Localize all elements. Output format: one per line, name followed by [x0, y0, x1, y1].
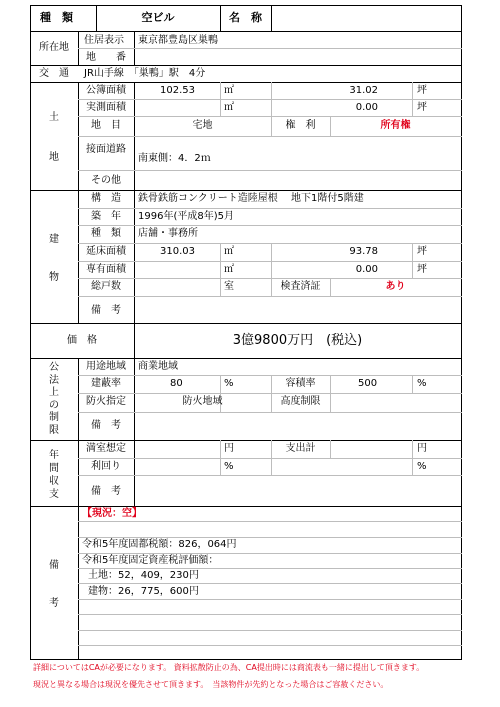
price-value: 3億9800万円 (税込): [232, 333, 363, 348]
lot-label: 地 番: [86, 52, 126, 63]
actual-area-tsubo-unit: 坪: [417, 102, 427, 113]
public-area-label: 公簿面積: [86, 85, 126, 96]
fire-label: 防火指定: [86, 396, 126, 407]
regulations-side-label: 公 法 上 の 制 限: [49, 362, 59, 436]
notes-side-label-2: 考: [49, 598, 59, 609]
building-remarks-label: 備 考: [91, 305, 121, 316]
address-label: 住居表示: [84, 35, 124, 46]
transport-value: JR山手線 「巣鴨」駅 4分: [84, 68, 206, 79]
floor-area-m2: 310.03: [160, 246, 195, 257]
actual-area-tsubo: 0.00: [355, 102, 378, 113]
zoning-label: 用途地域: [86, 361, 126, 372]
land-other-label: その他: [91, 175, 121, 186]
height-label: 高度制限: [280, 396, 321, 407]
land-side-label-2: 地: [49, 152, 59, 163]
footer-line-1: 詳細についてはCAが必要になります。 資料拡散防止の為、CA提出時には商流表も一緒に提出して頂きます。: [33, 663, 425, 672]
full-occupancy-label: 満室想定: [86, 443, 126, 454]
inspection-value: あり: [385, 281, 406, 292]
road-value: 南東側：4．2ｍ: [138, 153, 211, 164]
land-side-label-1: 土: [49, 112, 59, 123]
units-label: 総戸数: [91, 281, 121, 292]
actual-area-label: 実測面積: [86, 102, 126, 113]
public-area-tsubo-unit: 坪: [417, 85, 427, 96]
coverage-value: 80: [170, 378, 183, 389]
notes-line-3: 土地：52，409，230円: [88, 570, 199, 581]
yield-label: 利回り: [91, 461, 121, 472]
notes-status: 【現況：空】: [82, 508, 142, 519]
address-value: 東京都豊島区巣鴨: [138, 35, 218, 46]
income-side-label: 年 間 収 支: [49, 450, 59, 500]
floor-area-label: 延床面積: [86, 246, 126, 257]
rights-value: 所有権: [380, 120, 411, 131]
rights-label: 権 利: [285, 120, 316, 131]
kind-value: 空ビル: [141, 11, 175, 24]
floor-area-tsubo-unit: 坪: [417, 246, 427, 257]
units-unit: 室: [224, 281, 234, 292]
inspection-label: 検査済証: [280, 281, 321, 292]
private-area-label: 専有面積: [86, 264, 126, 275]
private-area-tsubo-unit: 坪: [417, 264, 427, 275]
far-label: 容積率: [285, 378, 316, 389]
floor-area-m2-unit: ㎡: [224, 246, 234, 257]
notes-line-4: 建物：26，775，600円: [88, 586, 199, 597]
notes-side-label-1: 備: [49, 560, 59, 571]
built-label: 築 年: [91, 211, 121, 222]
coverage-percent: %: [224, 378, 234, 389]
fire-value: 防火地域: [182, 396, 223, 407]
building-type-value: 店舗・事務所: [138, 228, 198, 239]
land-category-label: 地 目: [91, 120, 121, 131]
public-area-m2: 102.53: [160, 85, 195, 96]
far-percent: %: [417, 378, 427, 389]
yield-percent: %: [224, 461, 234, 472]
regulations-remarks-label: 備 考: [91, 420, 121, 431]
kind-label: 種 類: [40, 11, 73, 24]
transport-label: 交 通: [39, 68, 69, 79]
floor-area-tsubo: 93.78: [349, 246, 378, 257]
notes-line-1: 令和5年度固都税額：826，064円: [82, 539, 237, 550]
far-value: 500: [358, 378, 378, 389]
expense-yen: 円: [417, 443, 427, 454]
private-area-tsubo: 0.00: [355, 264, 378, 275]
yield-percent-right: %: [417, 461, 427, 472]
price-label: 価 格: [67, 335, 97, 346]
structure-value: 鉄骨鉄筋コンクリート造陸屋根 地下1階付5階建: [138, 193, 364, 204]
coverage-label: 建蔽率: [91, 378, 121, 389]
public-area-tsubo: 31.02: [349, 85, 378, 96]
road-label: 接面道路: [86, 144, 126, 155]
structure-label: 構 造: [91, 193, 121, 204]
zoning-value: 商業地域: [138, 361, 178, 372]
location-label: 所在地: [39, 42, 69, 53]
full-occupancy-yen: 円: [224, 443, 234, 454]
private-area-m2-unit: ㎡: [224, 264, 234, 275]
name-label: 名 称: [229, 11, 262, 24]
land-category-value: 宅地: [192, 120, 213, 131]
expense-label: 支出計: [285, 443, 316, 454]
actual-area-m2-unit: ㎡: [224, 102, 234, 113]
building-side-label-1: 建: [49, 234, 59, 245]
public-area-m2-unit: ㎡: [224, 85, 234, 96]
income-remarks-label: 備 考: [91, 486, 121, 497]
notes-line-2: 令和5年度固定資産税評価額：: [82, 555, 219, 566]
built-value: 1996年(平成8年)5月: [138, 211, 234, 222]
building-type-label: 種 類: [91, 228, 121, 239]
footer-line-2: 現況と異なる場合は現況を優先させて頂きます。 当該物件が先約となった場合はご容赦ください。: [33, 680, 389, 689]
building-side-label-2: 物: [49, 272, 59, 283]
